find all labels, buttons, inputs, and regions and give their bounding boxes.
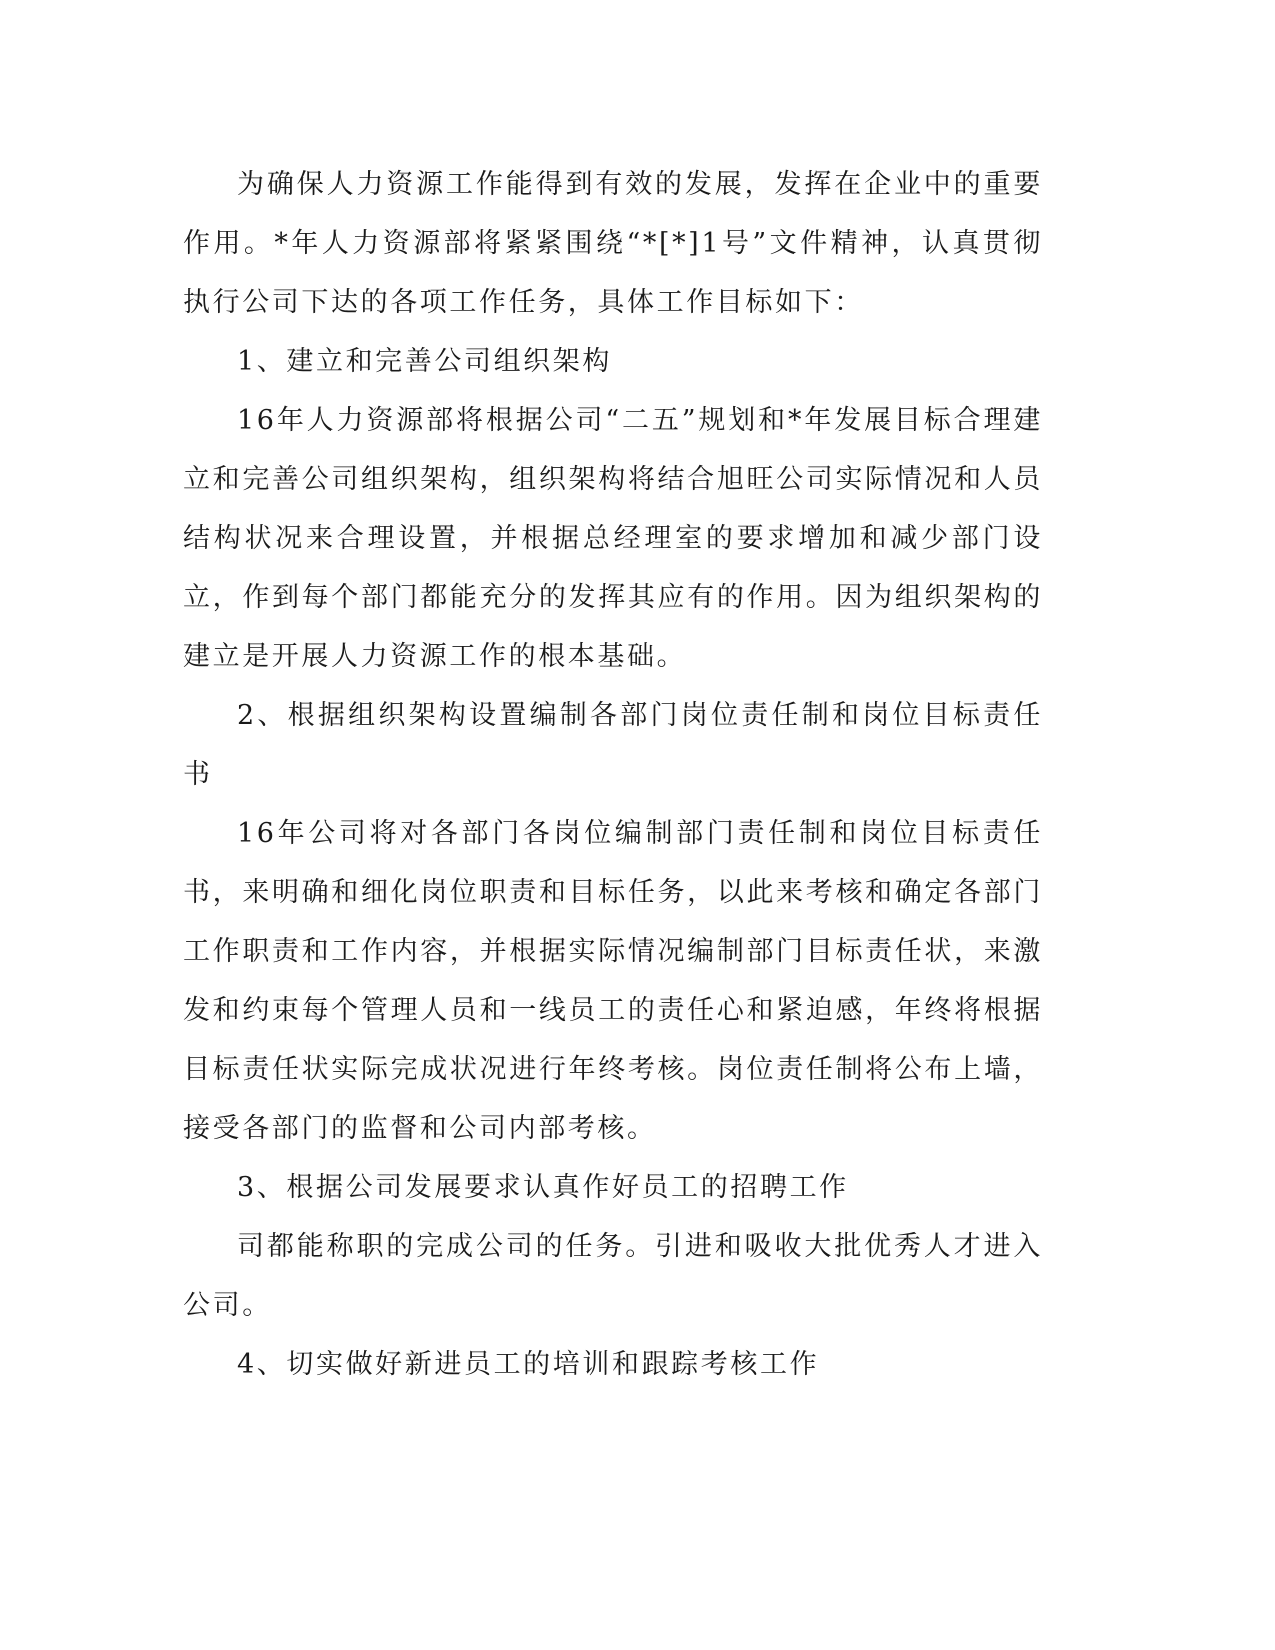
heading-section-1: 1、建立和完善公司组织架构 xyxy=(237,346,612,377)
paragraph-section-1: 16年人力资源部将根据公司“二五”规划和*年发展目标合理建立和完善公司组织架构，组织架构将结合旭旺公司实际情况和人员结构状况来合理设置，并根据总经理室的要求增加和减少部门设立，作到每个部门都能充分的发挥其应有的作用。因为组织架构的建立是开展人力资源工作的根本基础。 xyxy=(183,405,1043,672)
document-body xyxy=(183,155,1043,1394)
paragraph-section-3: 司都能称职的完成公司的任务。引进和吸收大批优秀人才进入公司。 xyxy=(183,1231,1043,1321)
heading-section-2: 2、根据组织架构设置编制各部门岗位责任制和岗位目标责任书 xyxy=(183,700,1043,790)
heading-section-4: 4、切实做好新进员工的培训和跟踪考核工作 xyxy=(237,1349,820,1380)
paragraph-section-2: 16年公司将对各部门各岗位编制部门责任制和岗位目标责任书，来明确和细化岗位职责和目标任务，以此来考核和确定各部门工作职责和工作内容，并根据实际情况编制部门目标责任状，来激发和约束每个管理人员和一线员工的责任心和紧迫感，年终将根据目标责任状实际完成状况进行年终考核。岗位责任制将公布上墙，接受各部门的监督和公司内部考核。 xyxy=(183,818,1043,1144)
paragraph-intro: 为确保人力资源工作能得到有效的发展，发挥在企业中的重要作用。*年人力资源部将紧紧围绕“*[*]1号”文件精神，认真贯彻执行公司下达的各项工作任务，具体工作目标如下： xyxy=(183,169,1043,318)
heading-section-3: 3、根据公司发展要求认真作好员工的招聘工作 xyxy=(237,1172,849,1203)
